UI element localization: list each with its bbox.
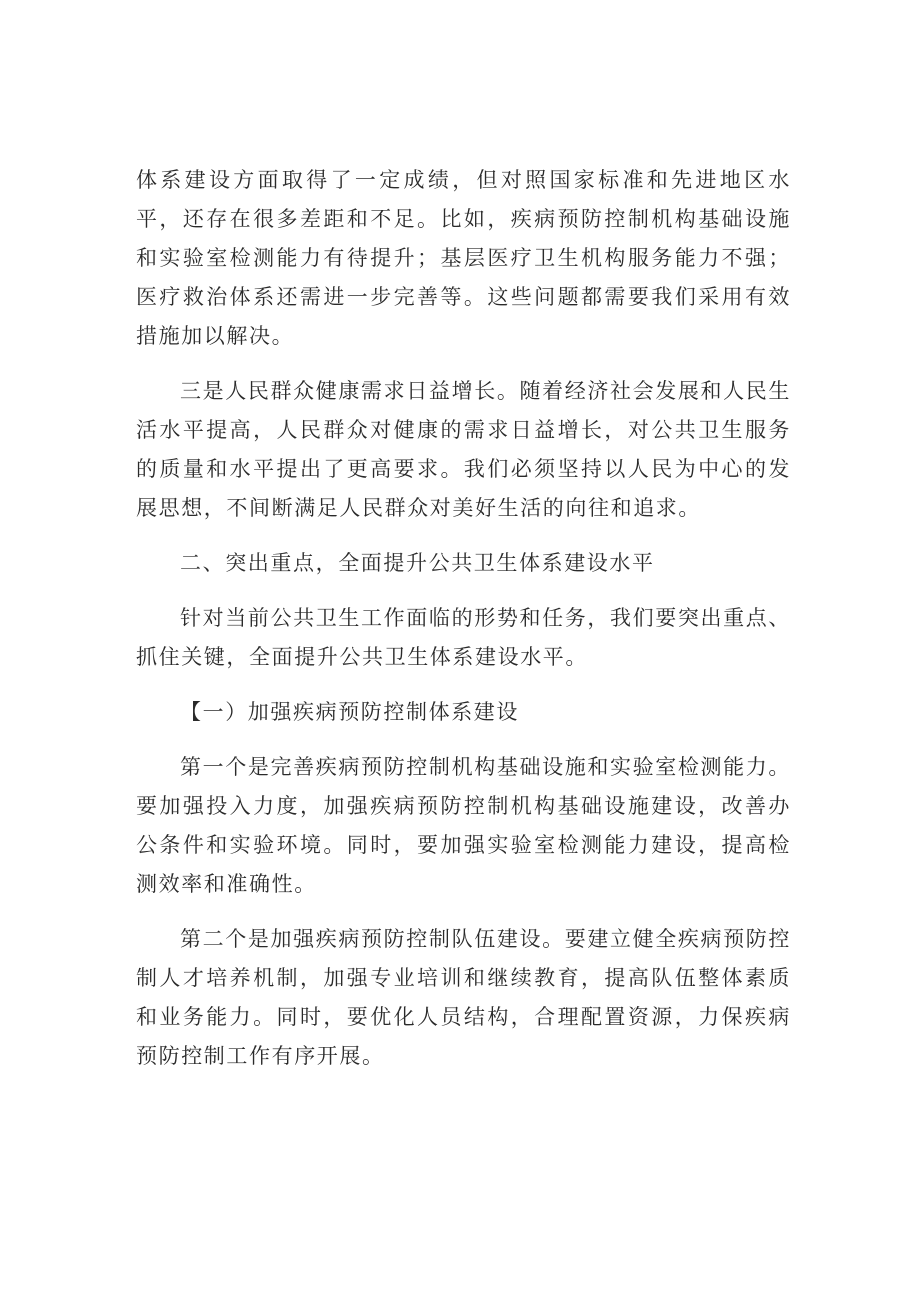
paragraph-section-intro: 针对当前公共卫生工作面临的形势和任务，我们要突出重点、抓住关键，全面提升公共卫生体系建设水平。 bbox=[136, 606, 791, 669]
paragraph-item-two: 第二个是加强疾病预防控制队伍建设。要建立健全疾病预防控制人才培养机制，加强专业培训和继续教育，提高队伍整体素质和业务能力。同时，要优化人员结构，合理配置资源，力保疾病预防控制工作有序开展。 bbox=[136, 927, 791, 1068]
paragraph-point-three: 三是人民群众健康需求日益增长。随着经济社会发展和人民生活水平提高，人民群众对健康的需求日益增长，对公共卫生服务的质量和水平提出了更高要求。我们必须坚持以人民为中心的发展思想，不间断满足人民群众对美好生活的向往和追求。 bbox=[136, 379, 791, 520]
paragraph-continuation: 体系建设方面取得了一定成绩，但对照国家标准和先进地区水平，还存在很多差距和不足。比如，疾病预防控制机构基础设施和实验室检测能力有待提升；基层医疗卫生机构服务能力不强；医疗救治体系还需进一步完善等。这些问题都需要我们采用有效措施加以解决。 bbox=[136, 168, 791, 348]
paragraph-item-one: 第一个是完善疾病预防控制机构基础设施和实验室检测能力。要加强投入力度，加强疾病预防控制机构基础设施建设，改善办公条件和实验环境。同时，要加强实验室检测能力建设，提高检测效率和准确性。 bbox=[136, 755, 791, 896]
document-body bbox=[136, 161, 791, 1076]
section-heading: 二、突出重点，全面提升公共卫生体系建设水平 bbox=[180, 551, 655, 575]
subsection-heading: 【一）加强疾病预防控制体系建设 bbox=[180, 700, 519, 724]
